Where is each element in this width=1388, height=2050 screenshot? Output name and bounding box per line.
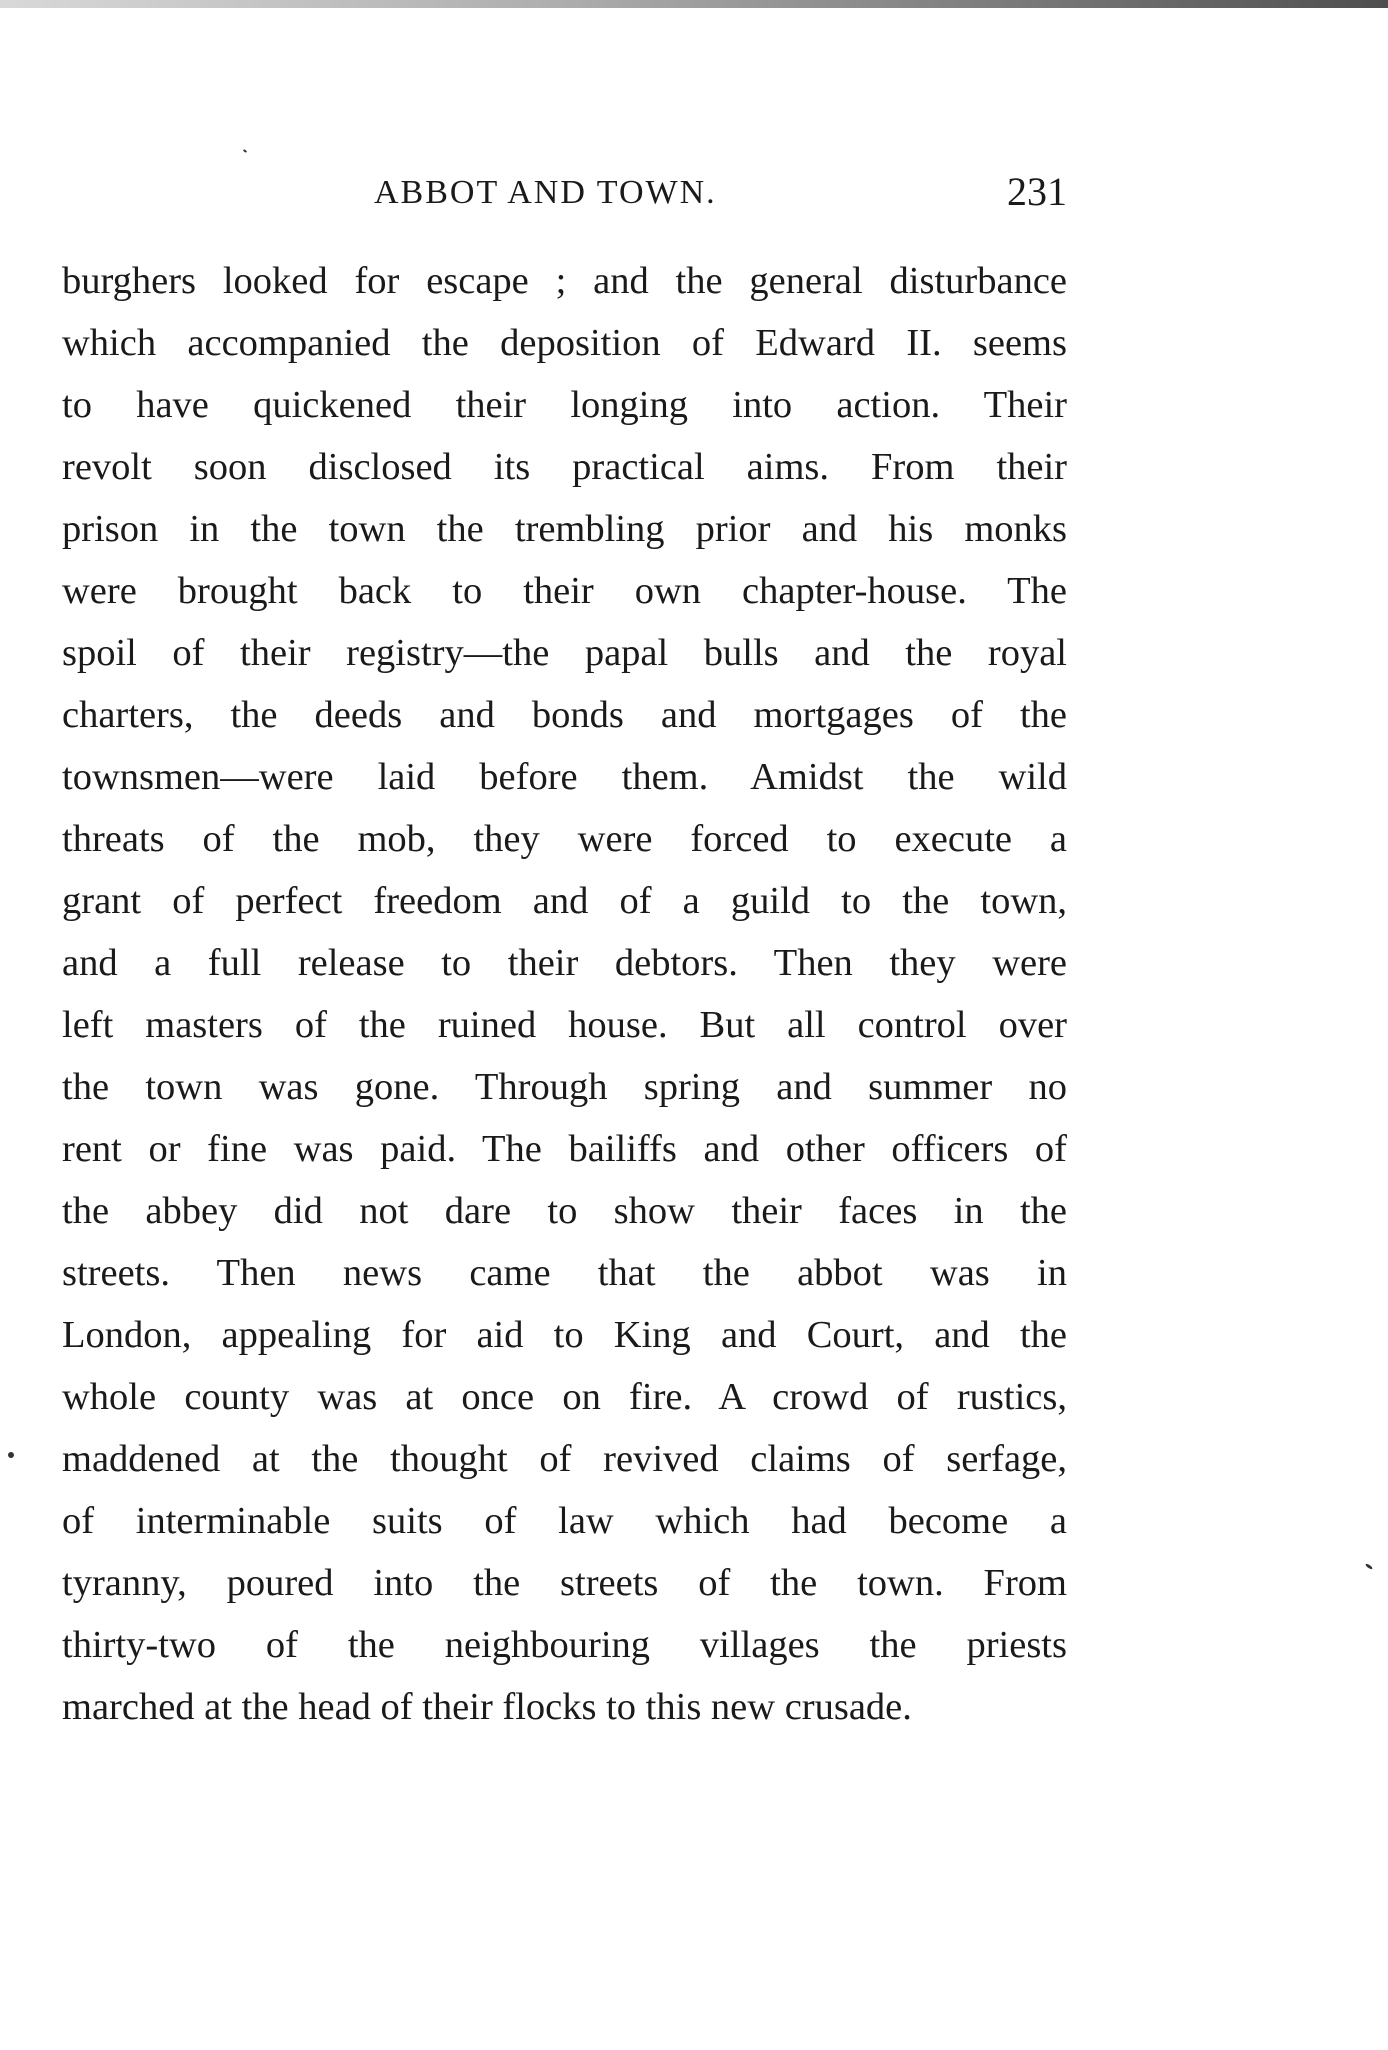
- text-line: to have quickened their longing into action. Their: [62, 384, 1067, 426]
- text-line: burghers looked for escape ; and the general disturbance: [62, 260, 1067, 302]
- page-top-edge: [0, 0, 1388, 8]
- text-line: threats of the mob, they were forced to execute a: [62, 818, 1067, 860]
- text-line: and a full release to their debtors. Then they were: [62, 942, 1067, 984]
- text-line: the abbey did not dare to show their faces in the: [62, 1190, 1067, 1232]
- text-line: maddened at the thought of revived claims of serfage,: [62, 1438, 1067, 1480]
- text-line: townsmen—were laid before them. Amidst the wild: [62, 756, 1067, 798]
- text-line: London, appealing for aid to King and Court, and the: [62, 1314, 1067, 1356]
- text-line: marched at the head of their flocks to this new crusade.: [62, 1686, 912, 1728]
- text-line: rent or fine was paid. The bailiffs and other officers of: [62, 1128, 1067, 1170]
- text-line: prison in the town the trembling prior and his monks: [62, 508, 1067, 550]
- text-line: whole county was at once on fire. A crowd of rustics,: [62, 1376, 1067, 1418]
- text-line: left masters of the ruined house. But all control over: [62, 1004, 1067, 1046]
- ink-speck: [243, 149, 247, 153]
- text-line: of interminable suits of law which had become a: [62, 1500, 1067, 1542]
- page-number: 231: [1007, 169, 1067, 214]
- page-header: [62, 168, 1067, 228]
- text-line: spoil of their registry—the papal bulls and the royal: [62, 632, 1067, 674]
- text-line: grant of perfect freedom and of a guild to the town,: [62, 880, 1067, 922]
- text-line: charters, the deeds and bonds and mortgages of the: [62, 694, 1067, 736]
- text-line: which accompanied the deposition of Edward II. seems: [62, 322, 1067, 364]
- text-line: streets. Then news came that the abbot was in: [62, 1252, 1067, 1294]
- text-line: the town was gone. Through spring and summer no: [62, 1066, 1067, 1108]
- text-line: were brought back to their own chapter-house. The: [62, 570, 1067, 612]
- body-text: [62, 250, 1067, 1738]
- text-line: thirty-two of the neighbouring villages the priests: [62, 1624, 1067, 1666]
- running-title: ABBOT AND TOWN.: [374, 174, 717, 211]
- ink-speck: [8, 1452, 14, 1458]
- text-line: tyranny, poured into the streets of the town. From: [62, 1562, 1067, 1604]
- ink-speck: [1365, 1563, 1373, 1570]
- text-line: revolt soon disclosed its practical aims. From their: [62, 446, 1067, 488]
